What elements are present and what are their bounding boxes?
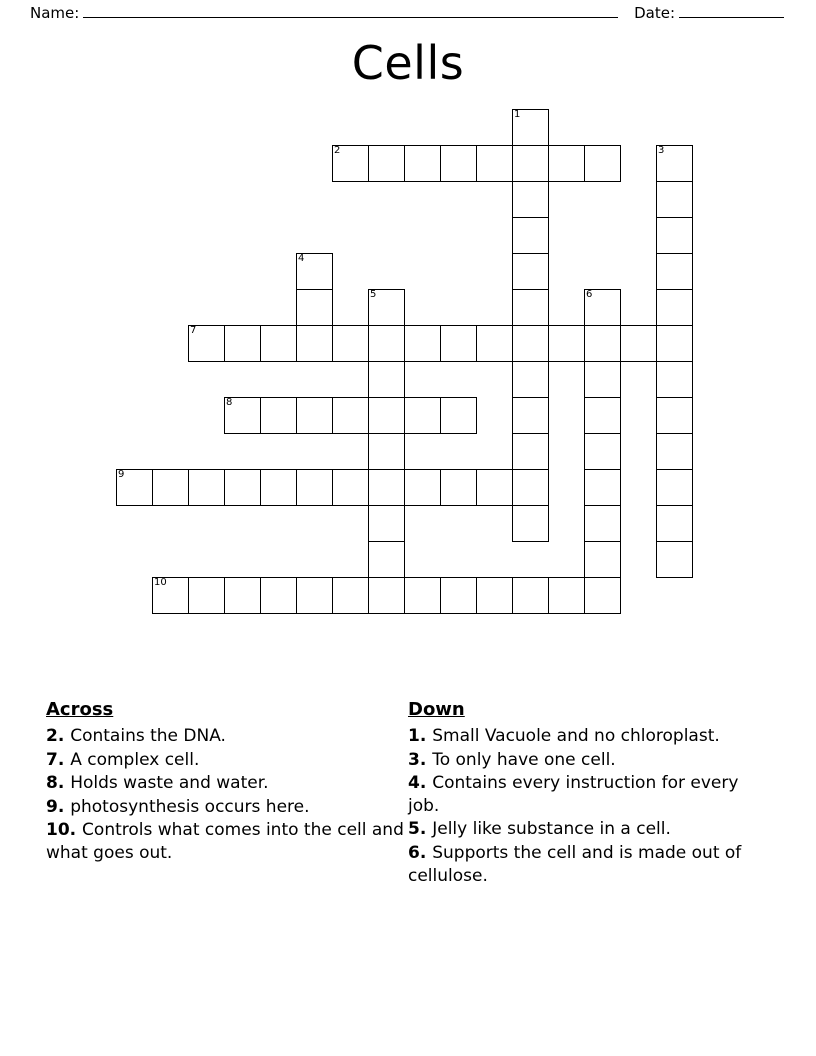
cell-number: 5 (370, 289, 377, 300)
crossword-cell[interactable] (368, 145, 405, 182)
crossword-cell[interactable] (656, 145, 693, 182)
clues-section (46, 698, 770, 888)
cell-number: 6 (586, 289, 593, 300)
clue-number: 2. (46, 725, 71, 746)
clue-number: 6. (408, 842, 433, 863)
clue-text: Jelly like substance in a cell. (432, 819, 671, 840)
crossword-cell[interactable] (584, 433, 621, 470)
crossword-cell[interactable] (656, 469, 693, 506)
clue-item (46, 796, 408, 819)
clue-text: Controls what comes into the cell and what goes out. (46, 820, 404, 863)
cell-number: 2 (334, 145, 341, 156)
clue-number: 7. (46, 749, 71, 770)
crossword-cell[interactable] (368, 397, 405, 434)
clue-item (408, 749, 770, 772)
crossword-cell[interactable] (404, 145, 441, 182)
clue-text: To only have one cell. (432, 749, 616, 770)
crossword-cell[interactable] (116, 469, 153, 506)
across-clues-column (46, 698, 408, 888)
crossword-cell[interactable] (512, 325, 549, 362)
crossword-cell[interactable] (512, 181, 549, 218)
down-heading: Down (408, 699, 465, 720)
clue-item (46, 772, 408, 795)
crossword-cell[interactable] (440, 397, 477, 434)
crossword-cell[interactable] (512, 217, 549, 254)
clue-number: 8. (46, 773, 71, 794)
clue-item (46, 749, 408, 772)
crossword-cell[interactable] (512, 397, 549, 434)
clue-text: Holds waste and water. (70, 773, 269, 794)
cell-number: 3 (658, 145, 665, 156)
crossword-cell[interactable] (224, 577, 261, 614)
crossword-cell[interactable] (224, 397, 261, 434)
crossword-cell[interactable] (440, 145, 477, 182)
date-label: Date: (634, 4, 675, 22)
crossword-cell[interactable] (260, 577, 297, 614)
clue-item (408, 725, 770, 748)
crossword-cell[interactable] (584, 577, 621, 614)
crossword-cell[interactable] (656, 541, 693, 578)
crossword-cell[interactable] (332, 577, 369, 614)
crossword-cell[interactable] (224, 469, 261, 506)
crossword-cell[interactable] (224, 325, 261, 362)
crossword-cell[interactable] (656, 325, 693, 362)
clue-text: photosynthesis occurs here. (70, 796, 310, 817)
crossword-cell[interactable] (404, 397, 441, 434)
clue-item (408, 842, 770, 887)
cell-number: 1 (514, 109, 521, 120)
crossword-cell[interactable] (152, 577, 189, 614)
crossword-cell[interactable] (584, 505, 621, 542)
clue-number: 1. (408, 725, 433, 746)
crossword-cell[interactable] (656, 505, 693, 542)
crossword-cell[interactable] (404, 325, 441, 362)
cell-number: 10 (154, 577, 167, 588)
crossword-cell[interactable] (296, 397, 333, 434)
clue-number: 5. (408, 819, 433, 840)
crossword-cell[interactable] (584, 397, 621, 434)
crossword-cell[interactable] (656, 289, 693, 326)
crossword-cell[interactable] (620, 325, 657, 362)
crossword-cell[interactable] (404, 469, 441, 506)
crossword-cell[interactable] (512, 361, 549, 398)
crossword-cell[interactable] (296, 469, 333, 506)
crossword-cell[interactable] (476, 577, 513, 614)
crossword-cell[interactable] (656, 361, 693, 398)
clue-number: 3. (408, 749, 433, 770)
crossword-cell[interactable] (332, 397, 369, 434)
page-title: Cells (351, 36, 465, 90)
crossword-cell[interactable] (512, 109, 549, 146)
crossword-cell[interactable] (368, 505, 405, 542)
crossword-cell[interactable] (512, 289, 549, 326)
crossword-cell[interactable] (368, 469, 405, 506)
crossword-cell[interactable] (476, 469, 513, 506)
clue-item (46, 725, 408, 748)
crossword-cell[interactable] (188, 469, 225, 506)
down-clue-list (408, 725, 770, 887)
crossword-cell[interactable] (296, 325, 333, 362)
crossword-cell[interactable] (512, 145, 549, 182)
clue-item (408, 772, 770, 817)
crossword-cell[interactable] (548, 325, 585, 362)
crossword-cell[interactable] (368, 541, 405, 578)
crossword-cell[interactable] (512, 469, 549, 506)
crossword-cell[interactable] (296, 289, 333, 326)
crossword-cell[interactable] (368, 577, 405, 614)
crossword-grid-area (0, 105, 816, 635)
clue-number: 9. (46, 796, 71, 817)
crossword-cell[interactable] (296, 253, 333, 290)
clue-text: A complex cell. (70, 749, 200, 770)
cell-number: 7 (190, 325, 197, 336)
crossword-cell[interactable] (440, 577, 477, 614)
clue-number: 4. (408, 773, 433, 794)
crossword-cell[interactable] (332, 469, 369, 506)
crossword-cell[interactable] (512, 433, 549, 470)
crossword-cell[interactable] (512, 253, 549, 290)
date-write-line[interactable] (679, 17, 784, 18)
clue-text: Supports the cell and is made out of cellulose. (408, 842, 742, 886)
name-label: Name: (30, 4, 80, 22)
crossword-cell[interactable] (296, 577, 333, 614)
clue-number: 10. (46, 820, 83, 841)
crossword-cell[interactable] (404, 577, 441, 614)
crossword-cell[interactable] (476, 145, 513, 182)
crossword-cell[interactable] (260, 469, 297, 506)
crossword-cell[interactable] (512, 505, 549, 542)
crossword-cell[interactable] (368, 289, 405, 326)
crossword-cell[interactable] (584, 361, 621, 398)
crossword-cell[interactable] (368, 361, 405, 398)
across-heading: Across (46, 699, 114, 720)
crossword-cell[interactable] (584, 145, 621, 182)
clue-text: Small Vacuole and no chloroplast. (432, 725, 720, 746)
clue-text: Contains every instruction for every job. (408, 773, 739, 816)
crossword-cell[interactable] (260, 325, 297, 362)
crossword-cell[interactable] (512, 577, 549, 614)
cell-number: 9 (118, 469, 125, 480)
crossword-cell[interactable] (656, 217, 693, 254)
crossword-cell[interactable] (584, 541, 621, 578)
clue-item (46, 819, 408, 864)
crossword-cell[interactable] (188, 577, 225, 614)
crossword-cell[interactable] (656, 253, 693, 290)
crossword-cell[interactable] (260, 397, 297, 434)
crossword-cell[interactable] (584, 469, 621, 506)
crossword-cell[interactable] (152, 469, 189, 506)
crossword-cell[interactable] (656, 433, 693, 470)
name-write-line[interactable] (83, 17, 618, 18)
crossword-cell[interactable] (440, 325, 477, 362)
crossword-cell[interactable] (476, 325, 513, 362)
down-clues-column (408, 698, 770, 888)
across-clue-list (46, 725, 408, 865)
crossword-cell[interactable] (332, 325, 369, 362)
crossword-cell[interactable] (656, 397, 693, 434)
name-date-header (30, 4, 786, 22)
cell-number: 8 (226, 397, 233, 408)
cell-number: 4 (298, 253, 305, 264)
crossword-cell[interactable] (656, 181, 693, 218)
clue-text: Contains the DNA. (70, 725, 226, 746)
crossword-cell[interactable] (332, 145, 369, 182)
crossword-cell[interactable] (188, 325, 225, 362)
crossword-cell[interactable] (368, 325, 405, 362)
crossword-cell[interactable] (368, 433, 405, 470)
crossword-cell[interactable] (548, 145, 585, 182)
crossword-cell[interactable] (440, 469, 477, 506)
clue-item (408, 818, 770, 841)
crossword-cell[interactable] (548, 577, 585, 614)
crossword-cell[interactable] (584, 325, 621, 362)
crossword-cell[interactable] (584, 289, 621, 326)
